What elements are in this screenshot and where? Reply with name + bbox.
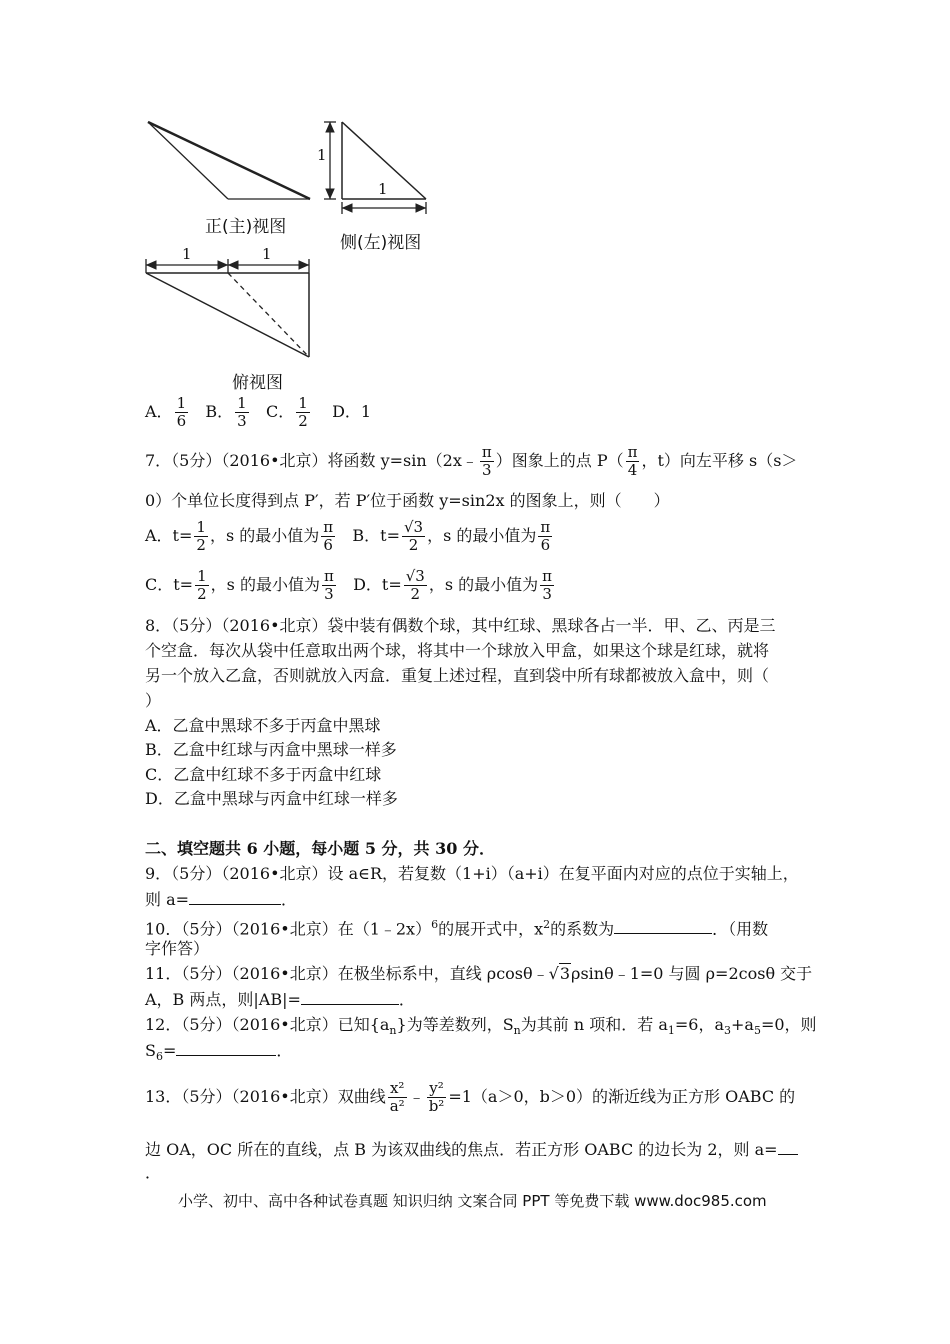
q7-option-b: B．t= $\frac{√3}{2}$ ，s 的最小值为 $\frac{\pi}{6}$: [352, 518, 551, 554]
side-view-label: 侧(左)视图: [340, 233, 422, 253]
q6-option-a-label: A．: [145, 402, 173, 421]
q8-stem-line1: 8．（5分）（2016•北京）袋中装有偶数个球，其中红球、黑球各占一半．甲、乙、丙是三: [145, 616, 776, 635]
section2-title: 二、填空题共 6 小题，每小题 5 分，共 30 分．: [145, 839, 495, 858]
q13-fraction-x2-a2: $\frac{\text{x²}}{\text{a²}}$: [389, 1079, 405, 1115]
q13-fraction-y2-b2: $\frac{\text{y²}}{\text{b²}}$: [428, 1079, 445, 1115]
q6-options: [145, 395, 371, 430]
side-width-dim-label: 1: [378, 180, 388, 198]
q6-option-a-fraction: $\frac{1}{6}$: [176, 394, 187, 430]
q8-stem-line2: 个空盒．每次从袋中任意取出两个球，将其中一个球放入甲盒，如果这个球是红球，就将: [145, 641, 770, 660]
front-view-label: 正(主)视图: [205, 217, 287, 237]
q10-stem-line1: 10．（5分）（2016•北京）在（1﹣2x）$^6$的展开式中，$x^2$的系数为 ．（用数: [145, 918, 769, 939]
side-height-dim-label: 1: [317, 146, 327, 164]
q9-stem-line1: 9．（5分）（2016•北京）设 a∈R，若复数（1+i）（a+i）在复平面内对应的点位于实轴上，: [145, 864, 799, 883]
q6-option-c-label: C．: [265, 402, 295, 421]
q10-stem-line2: 字作答）: [145, 939, 210, 958]
page-footer: 小学、初中、高中各种试卷真题 知识归纳 文案合同 PPT 等免费下载 www.doc985.com: [178, 1192, 767, 1210]
q11-answer-blank: [301, 988, 399, 1005]
q10-answer-blank: [614, 917, 712, 934]
q7-option-c: C．t= $\frac{1}{2}$ ，s 的最小值为 $\frac{\pi}{3}$: [145, 567, 334, 603]
q9-stem-line2: 则 a= ．: [145, 890, 298, 909]
q8-stem-line3: 另一个放入乙盒，否则就放入丙盒．重复上述过程，直到袋中所有球都被放入盒中，则（: [145, 666, 770, 685]
q12-stem-line1: 12．（5分）（2016•北京）已知$\{a_n\}$为等差数列，$S_n$为其前 n 项和．若 $a_1=6$，$a_3+a_5=0$，则: [145, 1015, 817, 1038]
front-view-drawing: [148, 122, 310, 199]
side-view-drawing: [324, 122, 426, 214]
q6-option-c-fraction: $\frac{1}{2}$: [298, 394, 308, 430]
q13-stem-line1: 13．（5分）（2016•北京）双曲线 $\frac{\text{x²}}{\text{a²}}$ ﹣ $\frac{\text{y²}}{\text{b²}}$ =1（a＞0，b＞0）的渐近线为正方形 OABC 的: [145, 1079, 796, 1115]
top-left-dim-label: 1: [182, 245, 192, 263]
top-view-label: 俯视图: [232, 373, 283, 393]
q6-option-d: D．1: [332, 402, 372, 421]
q6-option-b-label: B．: [205, 402, 234, 421]
q7-options-cd: [145, 568, 556, 603]
q7-stem-line2: 0）个单位长度得到点 P′，若 P′位于函数 y=sin2x 的图象上，则（ ）: [145, 491, 670, 510]
q7-option-a: A．t= $\frac{1}{2}$ ，s 的最小值为 $\frac{\pi}{6}$: [145, 518, 334, 554]
q11-stem-line1: 11．（5分）（2016•北京）在极坐标系中，直线 ρcosθ﹣√3ρsinθ﹣1=0 与圆 ρ=2cosθ 交于: [145, 964, 813, 983]
top-view-drawing: [146, 259, 309, 357]
q12-answer-blank: [176, 1039, 276, 1056]
q8-option-c: C．乙盒中红球不多于丙盒中红球: [145, 765, 382, 784]
q6-option-b-fraction: $\frac{1}{3}$: [237, 394, 247, 430]
q7-option-d: D．t= $\frac{√3}{2}$ ，s 的最小值为 $\frac{\pi}{3}$: [353, 567, 553, 603]
q13-stem-line3: ．: [145, 1163, 162, 1182]
q8-option-d: D．乙盒中黑球与丙盒中红球一样多: [145, 789, 398, 808]
q8-option-b: B．乙盒中红球与丙盒中黑球一样多: [145, 740, 397, 759]
q8-stem-line4: ）: [145, 691, 162, 710]
q11-stem-line2: A，B 两点，则|AB|= ．: [145, 990, 415, 1009]
q7-stem-line1: 7．（5分）（2016•北京）将函数 y=sin（2x﹣ $\frac{\pi}{3}$ ）图象上的点 P（ $\frac{\pi}{4}$ ，t）向左平移 s（s＞: [145, 443, 798, 479]
q9-answer-blank: [189, 888, 281, 905]
q8-option-a: A．乙盒中黑球不多于丙盒中黑球: [145, 716, 381, 735]
q7-fraction-pi-3: $\frac{\pi}{3}$: [481, 443, 492, 479]
q13-answer-blank: [778, 1138, 798, 1155]
q12-stem-line2: $S_6=$ ．: [145, 1041, 293, 1064]
q13-stem-line2: 边 OA，OC 所在的直线，点 B 为该双曲线的焦点．若正方形 OABC 的边长为 2，则 a=: [145, 1138, 798, 1161]
q7-fraction-pi-4: $\frac{\pi}{4}$: [627, 443, 638, 479]
q7-options-ab: [145, 519, 554, 554]
top-right-dim-label: 1: [262, 245, 272, 263]
